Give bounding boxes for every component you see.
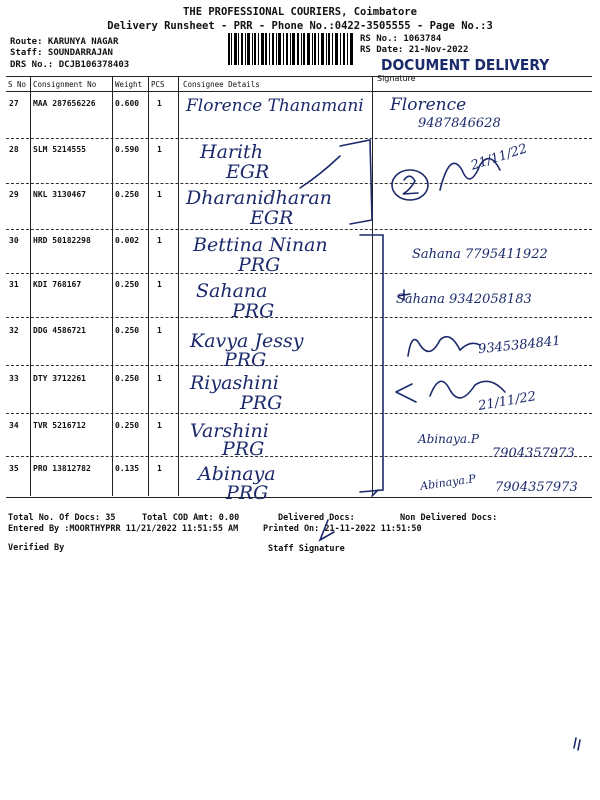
col-weight: Weight bbox=[115, 80, 143, 89]
row-pcs: 1 bbox=[157, 236, 162, 245]
row-pcs: 1 bbox=[157, 464, 162, 473]
row-consignment: DTY 3712261 bbox=[33, 374, 86, 383]
non-delivered-docs: Non Delivered Docs: bbox=[400, 513, 498, 523]
total-cod: Total COD Amt: 0.00 bbox=[142, 513, 240, 523]
consignee-name: Bettina Ninan bbox=[193, 234, 328, 256]
consignee-name: Riyashini bbox=[190, 372, 279, 394]
row-sno: 33 bbox=[9, 374, 19, 383]
consignee-group: PRG bbox=[232, 300, 275, 322]
consignee-name: Kavya Jessy bbox=[190, 330, 304, 352]
rs-date: RS Date: 21-Nov-2022 bbox=[360, 45, 469, 55]
row-weight: 0.590 bbox=[115, 145, 140, 154]
consignee-name: Sahana bbox=[196, 280, 268, 302]
signature-date: 21/11/22 bbox=[477, 389, 538, 414]
consignee-name: Dharanidharan bbox=[186, 187, 332, 209]
row-weight: 0.250 bbox=[115, 190, 140, 199]
row-consignment: NKL 3130467 bbox=[33, 190, 86, 199]
consignee-name: Varshini bbox=[190, 420, 269, 442]
row-weight: 0.250 bbox=[115, 326, 140, 335]
signature-name: Sahana 9342058183 bbox=[396, 292, 532, 307]
row-weight: 0.250 bbox=[115, 280, 140, 289]
row-consignment: TVR 5216712 bbox=[33, 421, 86, 430]
rs-number: RS No.: 1063784 bbox=[360, 34, 442, 44]
row-consignment: DDG 4586721 bbox=[33, 326, 86, 335]
entered-by: Entered By :MOORTHYPRR 11/21/2022 11:51:55 AM bbox=[8, 524, 239, 534]
route-label: Route: KARUNYA NAGAR bbox=[10, 37, 119, 47]
row-consignment: MAA 287656226 bbox=[33, 99, 96, 108]
row-pcs: 1 bbox=[157, 374, 162, 383]
row-pcs: 1 bbox=[157, 326, 162, 335]
signature-name: Florence bbox=[390, 95, 467, 115]
consignee-name: Harith bbox=[200, 141, 263, 163]
row-sno: 29 bbox=[9, 190, 19, 199]
signature-phone: 7904357973 bbox=[492, 446, 575, 461]
consignee-group: PRG bbox=[238, 254, 281, 276]
total-docs: Total No. Of Docs: 35 bbox=[8, 513, 116, 523]
row-consignment: SLM 5214555 bbox=[33, 145, 86, 154]
row-pcs: 1 bbox=[157, 190, 162, 199]
runsheet-title: Delivery Runsheet - PRR - Phone No.:0422-3505555 - Page No.:3 bbox=[107, 20, 493, 32]
col-pcs: PCS bbox=[151, 80, 165, 89]
row-sno: 35 bbox=[9, 464, 19, 473]
printed-on: Printed On: 21-11-2022 11:51:50 bbox=[263, 524, 422, 534]
row-pcs: 1 bbox=[157, 99, 162, 108]
company-title: THE PROFESSIONAL COURIERS, Coimbatore bbox=[183, 6, 417, 18]
staff-signature: Staff Signature bbox=[268, 544, 345, 554]
consignee-name: Florence Thanamani bbox=[186, 96, 364, 116]
row-consignment: PRO 13812782 bbox=[33, 464, 91, 473]
consignee-group: PRG bbox=[222, 438, 265, 460]
signature-name: Sahana 7795411922 bbox=[412, 247, 548, 262]
signature-column-header: Signature bbox=[377, 74, 416, 83]
row-weight: 0.600 bbox=[115, 99, 140, 108]
signature-date: 21/11/22 bbox=[469, 141, 530, 174]
consignee-group: PRG bbox=[224, 349, 267, 371]
row-consignment: HRD 50182298 bbox=[33, 236, 91, 245]
row-pcs: 1 bbox=[157, 280, 162, 289]
drs-number: DRS No.: DCJB106378403 bbox=[10, 60, 130, 70]
signature-name: Abinaya.P bbox=[419, 472, 477, 493]
consignee-group: PRG bbox=[240, 392, 283, 414]
signature-name: Abinaya.P bbox=[418, 432, 479, 446]
col-consignee: Consignee Details bbox=[183, 80, 260, 89]
signature-phone: 9487846628 bbox=[418, 116, 501, 131]
row-weight: 0.250 bbox=[115, 374, 140, 383]
verified-by: Verified By bbox=[8, 543, 65, 553]
row-consignment: KDI 768167 bbox=[33, 280, 82, 289]
delivered-docs: Delivered Docs: bbox=[278, 513, 355, 523]
row-sno: 27 bbox=[9, 99, 19, 108]
row-sno: 32 bbox=[9, 326, 19, 335]
row-pcs: 1 bbox=[157, 421, 162, 430]
consignee-name: Abinaya bbox=[198, 463, 276, 485]
row-weight: 0.135 bbox=[115, 464, 140, 473]
staff-label: Staff: SOUNDARRAJAN bbox=[10, 48, 113, 58]
row-weight: 0.250 bbox=[115, 421, 140, 430]
row-sno: 28 bbox=[9, 145, 19, 154]
consignee-group: EGR bbox=[226, 161, 270, 183]
col-sno: S No bbox=[8, 80, 27, 89]
row-sno: 34 bbox=[9, 421, 19, 430]
row-sno: 31 bbox=[9, 280, 19, 289]
document-delivery-stamp: DOCUMENT DELIVERY bbox=[381, 56, 550, 74]
col-consignment: Consignment No bbox=[33, 80, 97, 89]
consignee-group: PRG bbox=[226, 482, 269, 504]
consignee-group: EGR bbox=[250, 207, 294, 229]
signature-phone: 7904357973 bbox=[495, 480, 578, 495]
row-sno: 30 bbox=[9, 236, 19, 245]
row-weight: 0.002 bbox=[115, 236, 140, 245]
signature-phone: 9345384841 bbox=[477, 333, 562, 358]
row-pcs: 1 bbox=[157, 145, 162, 154]
